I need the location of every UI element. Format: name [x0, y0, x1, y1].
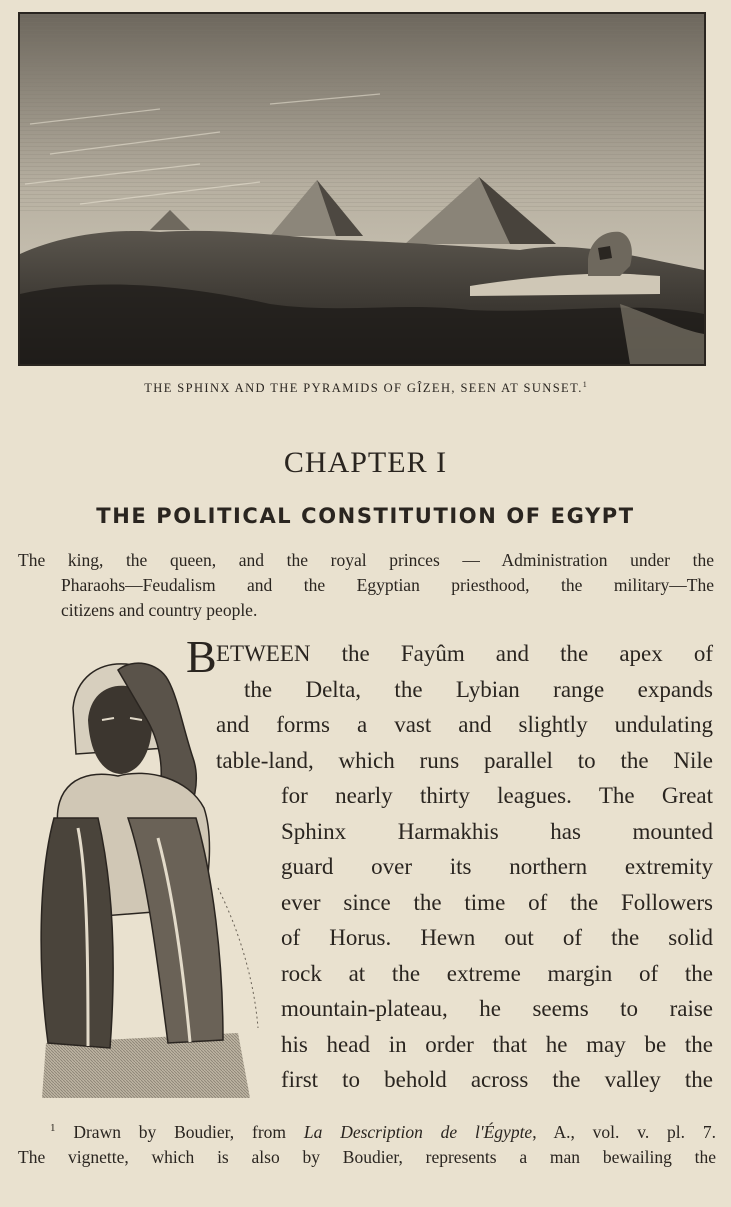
- footnote-text: , A., vol. v. pl. 7.: [532, 1121, 717, 1142]
- summary-line: citizens and country people.: [61, 600, 258, 620]
- body-line: mountain-plateau, he seems to raise: [281, 996, 713, 1021]
- body-line: the Delta, the Lybian range expands: [244, 676, 713, 702]
- chapter-title: THE POLITICAL CONSTITUTION OF EGYPT: [96, 504, 635, 528]
- illustration-caption: [0, 380, 731, 396]
- summary-line: Pharaohs—Feudalism and the Egyptian priesthood, the military—The: [61, 575, 714, 595]
- sphinx-pyramids-engraving: [18, 12, 706, 366]
- body-line: his head in order that he may be the: [281, 1031, 713, 1057]
- body-line: rock at the extreme margin of the: [281, 960, 713, 986]
- body-line: guard over its northern extremity: [281, 854, 713, 879]
- chapter-number: CHAPTER I: [283, 446, 448, 479]
- footnote: [18, 1116, 716, 1170]
- caption-note-mark: 1: [582, 380, 587, 389]
- body-line: table-land, which runs parallel to the Nile: [216, 747, 713, 773]
- body-line: first to behold across the valley the: [281, 1067, 713, 1092]
- footnote-line: The vignette, which is also by Boudier, represents a man bewailing the: [18, 1146, 716, 1167]
- drop-cap: B: [186, 631, 217, 682]
- footnote-book-title: La Description de l'Égypte: [303, 1121, 533, 1142]
- footnote-mark: 1: [50, 1122, 56, 1134]
- chapter-summary: [18, 548, 714, 623]
- caption-text: THE SPHINX AND THE PYRAMIDS OF GÎZEH, SEEN AT SUNSET.: [144, 381, 583, 396]
- footnote-text: Drawn by Boudier, from: [73, 1121, 304, 1142]
- footnote-line: [18, 1116, 716, 1145]
- body-line: Sphinx Harmakhis has mounted: [281, 818, 713, 844]
- body-line: ever since the time of the Followers: [281, 889, 713, 915]
- body-line: ETWEEN the Fayûm and the apex of: [216, 641, 713, 666]
- body-line: for nearly thirty leagues. The Great: [281, 783, 713, 808]
- engraving-illustration: [20, 14, 704, 364]
- body-line: and forms a vast and slightly undulating: [216, 712, 713, 737]
- body-line: of Horus. Hewn out of the solid: [281, 925, 713, 950]
- summary-line: The king, the queen, and the royal princes — Administration under the: [18, 550, 714, 570]
